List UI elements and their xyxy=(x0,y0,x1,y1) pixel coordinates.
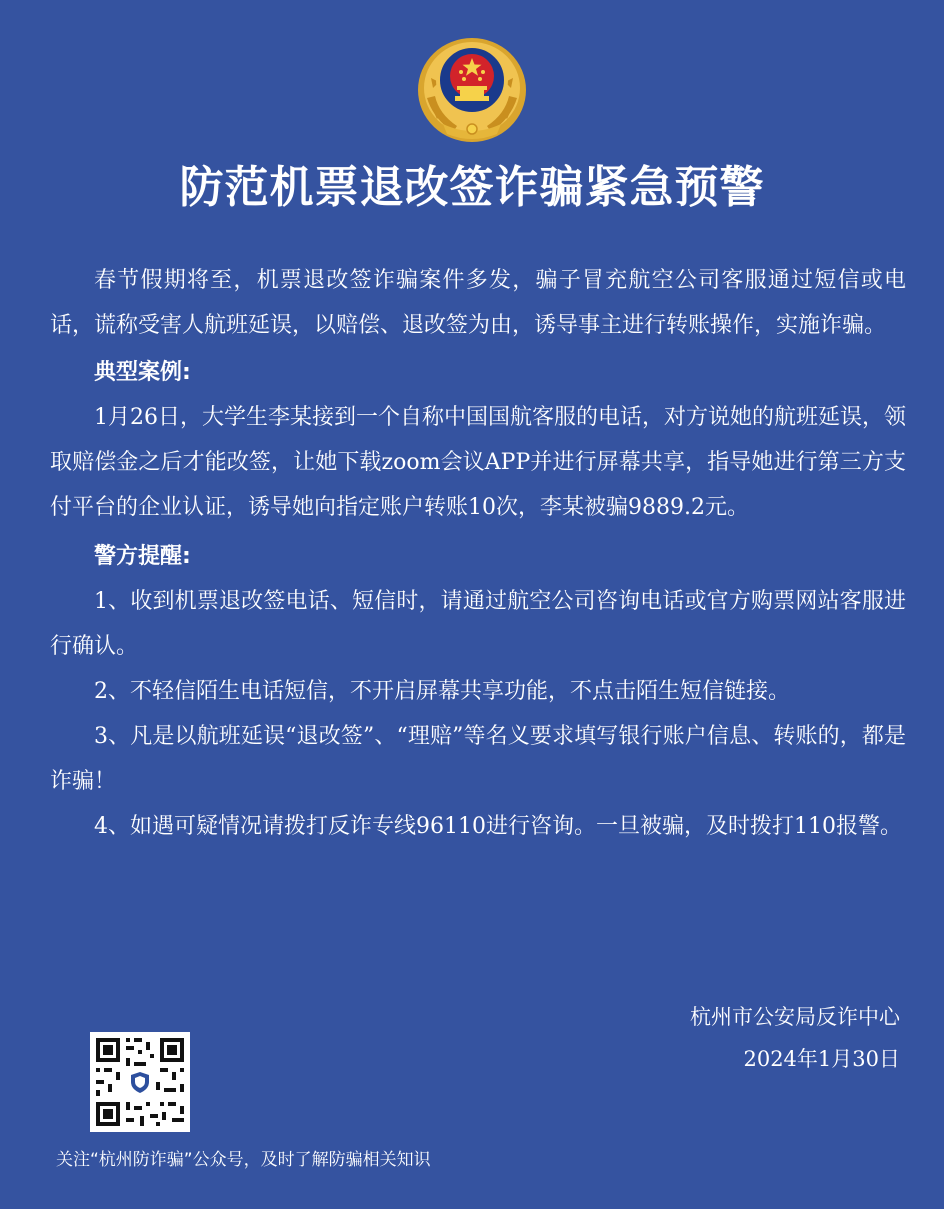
reminder-item: 3、凡是以航班延误“退改签”、“理赔”等名义要求填写银行账户信息、转账的，都是诈骗！ xyxy=(50,724,906,794)
issue-date: 2024年1月30日 xyxy=(743,1047,900,1071)
reminder-item: 1、收到机票退改签电话、短信时，请通过航空公司咨询电话或官方购票网站客服进行确认。 xyxy=(50,589,906,659)
footer-note: 关注“杭州防诈骗”公众号，及时了解防骗相关知识 xyxy=(56,1150,431,1170)
case-paragraph: 1月26日，大学生李某接到一个自称中国国航客服的电话，对方说她的航班延误，领取赔偿金之后才能改签，让她下载zoom会议APP并进行屏幕共享，指导她进行第三方支付平台的企业认证，诱导她向指定账户转账10次，李某被骗9889.2元。 xyxy=(50,405,906,520)
case-heading: 典型案例: xyxy=(94,360,191,385)
reminder-item: 2、不轻信陌生电话短信，不开启屏幕共享功能，不点击陌生短信链接。 xyxy=(94,679,790,704)
page-title: 防范机票退改签诈骗紧急预警 xyxy=(179,162,765,213)
reminder-item: 4、如遇可疑情况请拨打反诈专线96110进行咨询。一旦被骗，及时拨打110报警。 xyxy=(94,814,902,839)
intro-paragraph: 春节假期将至，机票退改签诈骗案件多发，骗子冒充航空公司客服通过短信或电话，谎称受害人航班延误，以赔偿、退改签为由，诱导事主进行转账操作，实施诈骗。 xyxy=(50,268,906,338)
reminder-heading: 警方提醒: xyxy=(94,544,191,569)
notice-body xyxy=(50,258,906,849)
police-emblem-icon xyxy=(413,28,531,146)
signature-block xyxy=(690,996,900,1080)
qr-code-icon[interactable] xyxy=(90,1032,190,1132)
issuing-organization: 杭州市公安局反诈中心 xyxy=(690,1005,900,1029)
